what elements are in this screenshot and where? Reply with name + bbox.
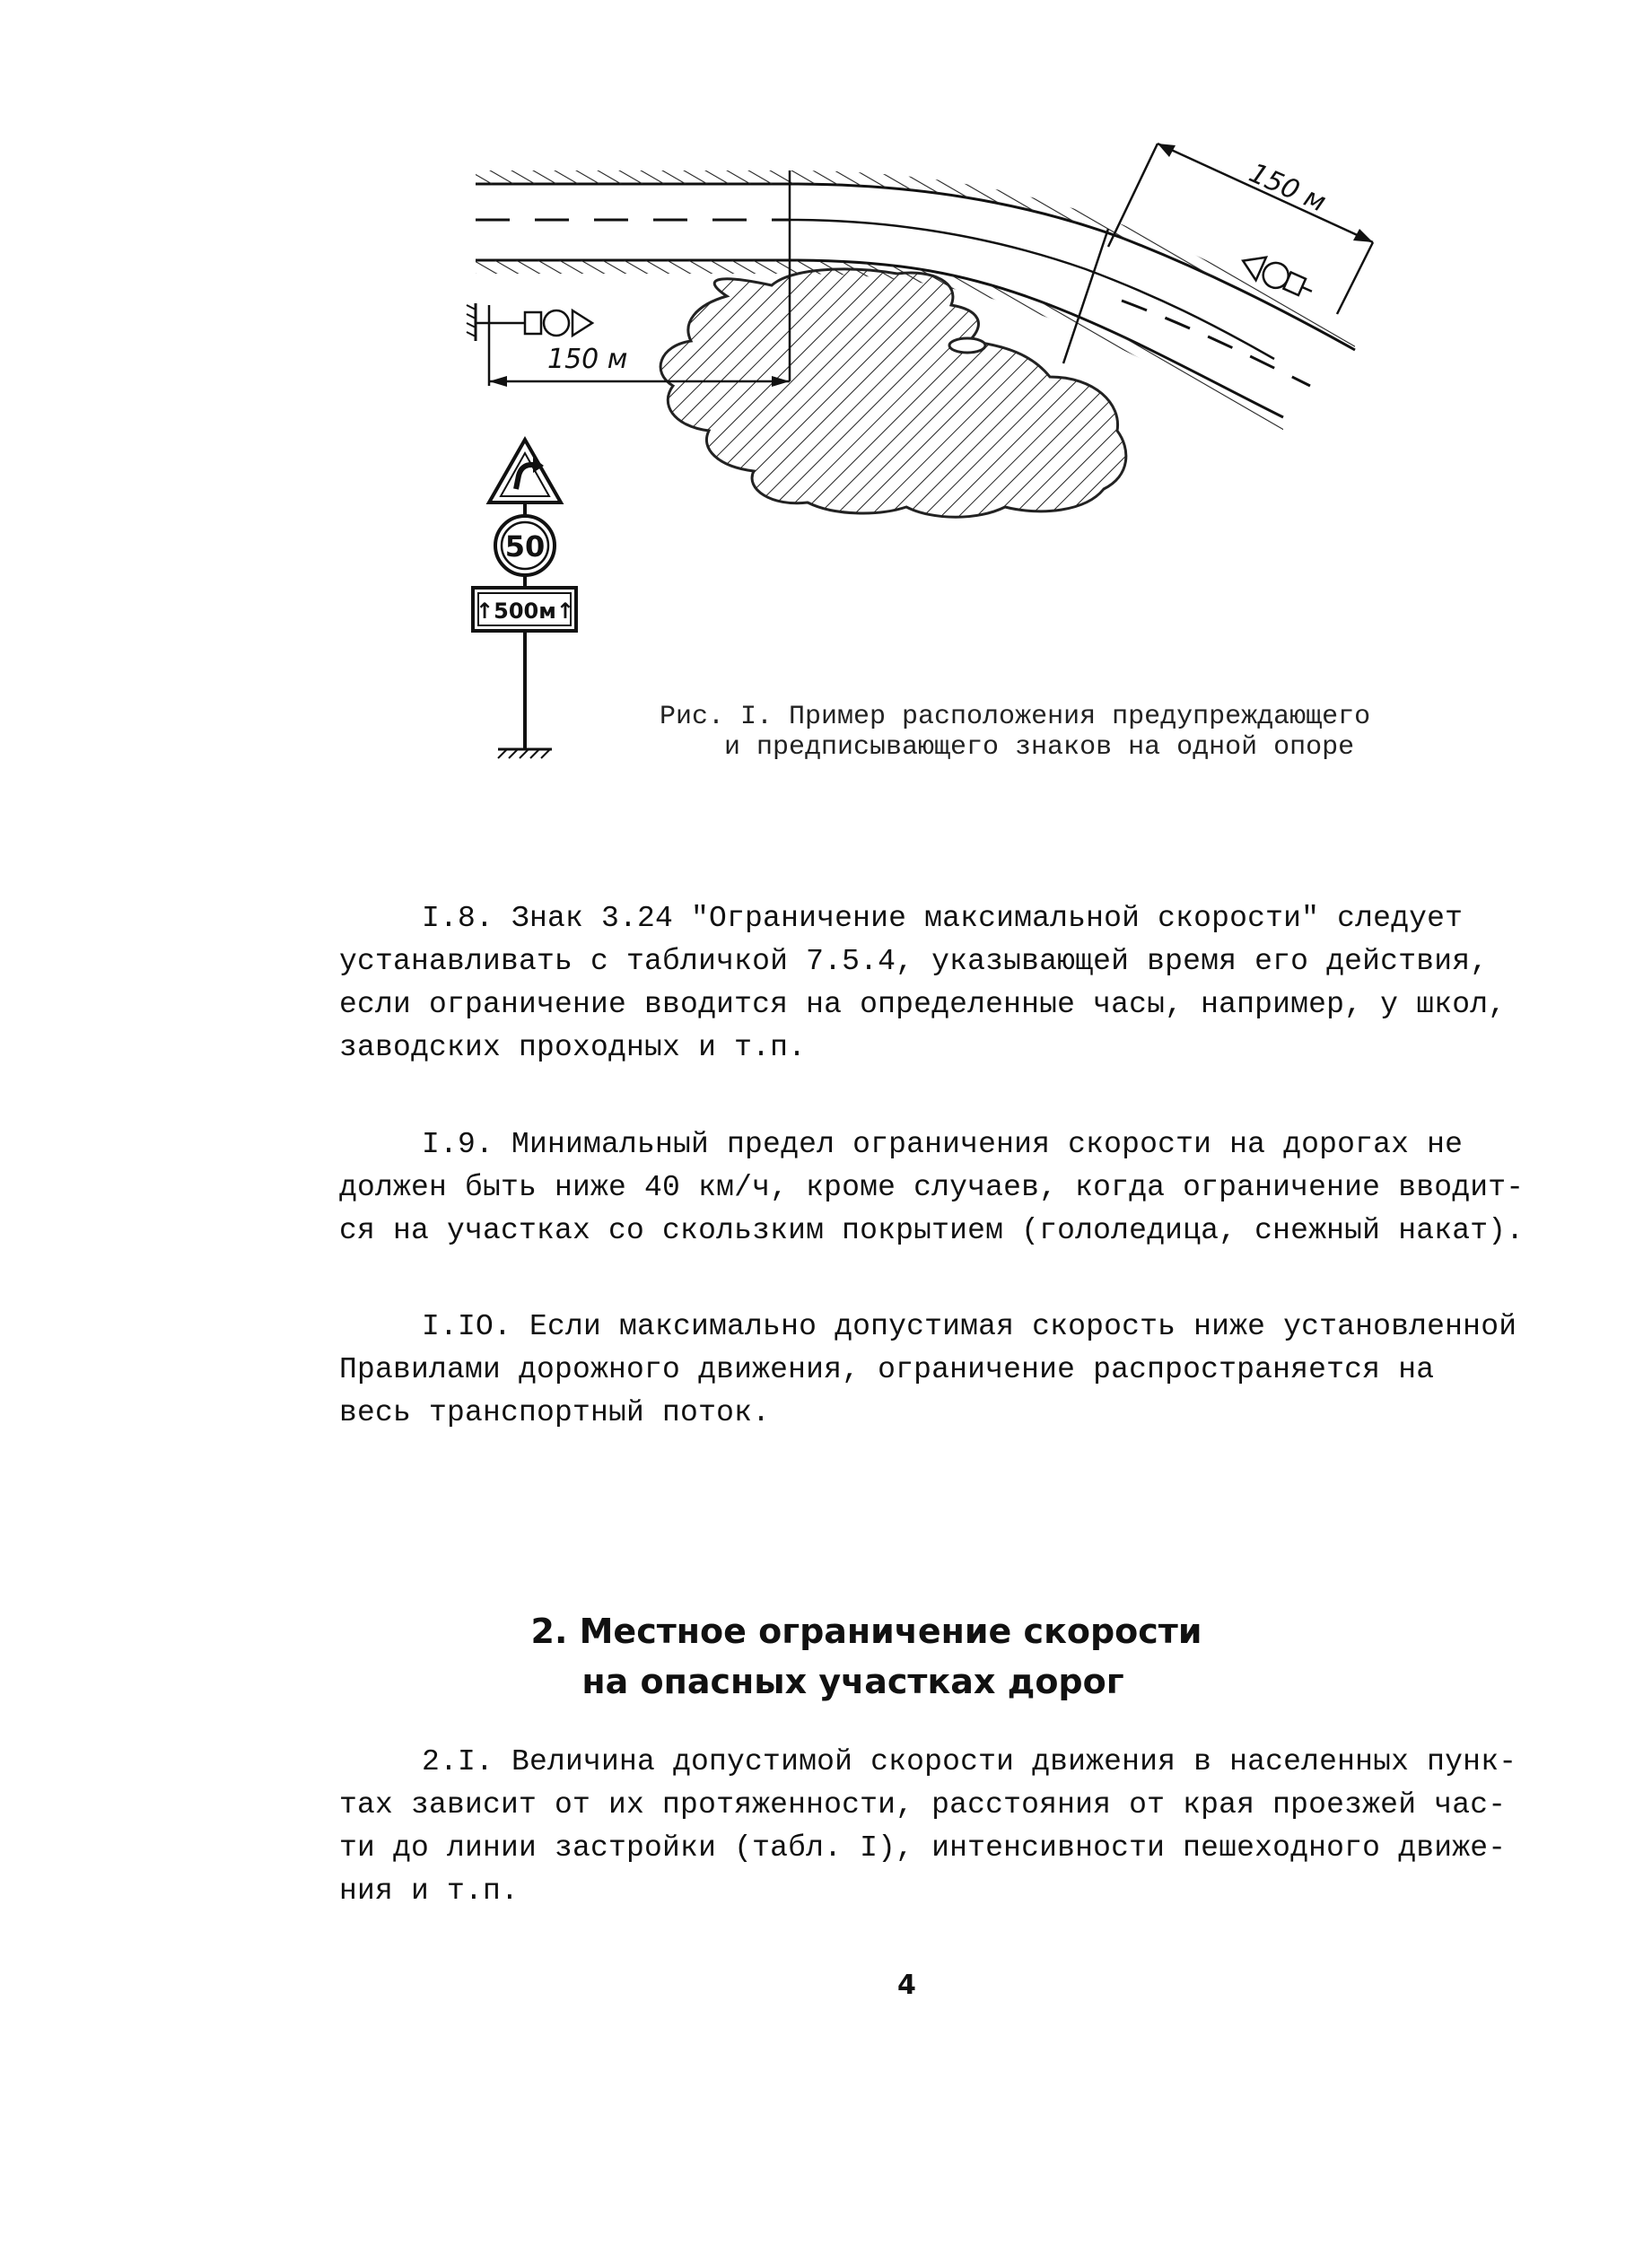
figure-caption xyxy=(660,702,1370,763)
section-heading xyxy=(0,1606,1652,1707)
text-line: весь транспортный поток. xyxy=(339,1396,771,1429)
section-title-line-1: 2. Местное ограничение скорости xyxy=(530,1612,1202,1651)
caption-line-2: и предписывающего знаков на одной опоре xyxy=(724,732,1355,763)
text-line: должен быть ниже 40 км/ч, кроме случаев, когда ограничение вводит- xyxy=(339,1171,1525,1204)
caption-line-1: Рис. I. Пример расположения предупреждающего xyxy=(660,702,1371,732)
text-line: тах зависит от их протяженности, расстояния от края проезжей час- xyxy=(339,1788,1507,1822)
distance-plate-text: ↑500м↑ xyxy=(476,599,574,624)
text-line: заводских проходных и т.п. xyxy=(339,1031,807,1064)
sign-marker-left xyxy=(467,303,592,341)
text-line: если ограничение вводится на определенные часы, например, у школ, xyxy=(339,988,1507,1021)
text-line: ния и т.п. xyxy=(339,1874,520,1908)
text-line: I.8. Знак 3.24 "Ограничение максимальной скорости" следует xyxy=(422,902,1464,935)
text-line: Правилами дорожного движения, ограничение распространяется на xyxy=(339,1353,1435,1386)
paragraph-1-8 xyxy=(339,897,1506,1070)
page-number: 4 xyxy=(897,1970,916,2001)
text-line: устанавливать с табличкой 7.5.4, указывающей время его действия, xyxy=(339,945,1489,978)
curve-right-icon xyxy=(516,465,534,489)
distance-label-left: 150 м xyxy=(547,344,628,375)
text-line: ся на участках со скользким покрытием (гололедица, снежный накат). xyxy=(339,1214,1525,1247)
distance-label-top: 150 м xyxy=(1244,157,1331,219)
speed-sign-value: 50 xyxy=(504,529,546,564)
text-line: I.IO. Если максимально допустимая скорость ниже установленной xyxy=(422,1310,1517,1343)
paragraph-1-10 xyxy=(339,1306,1517,1435)
paragraph-1-9 xyxy=(339,1123,1525,1253)
sign-post xyxy=(473,440,576,758)
section-title-line-2: на опасных участках дорог xyxy=(581,1662,1124,1701)
text-line: I.9. Минимальный предел ограничения скорости на дорогах не xyxy=(422,1128,1464,1161)
text-line: 2.I. Величина допустимой скорости движения в населенных пунк- xyxy=(422,1745,1517,1778)
text-line: ти до линии застройки (табл. I), интенсивности пешеходного движе- xyxy=(339,1831,1507,1865)
paragraph-2-1 xyxy=(339,1741,1517,1913)
